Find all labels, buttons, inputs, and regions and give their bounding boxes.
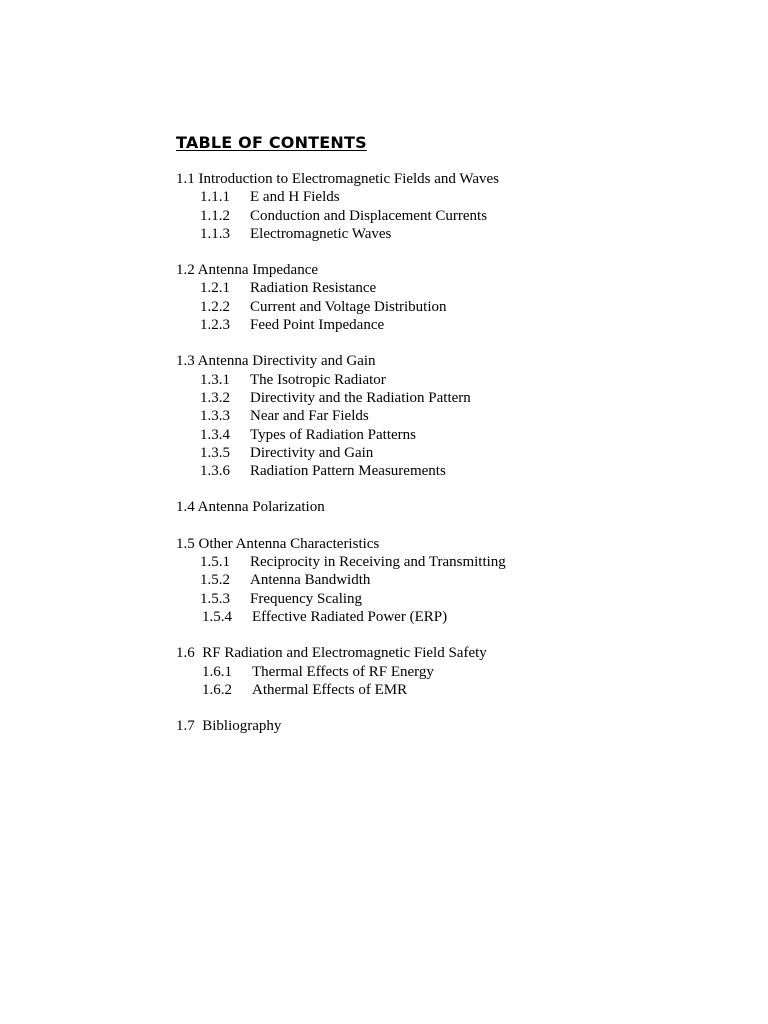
toc-entry: [176, 407, 736, 425]
toc-section-1-1: [176, 170, 736, 243]
toc-entry-text: Frequency Scaling: [250, 590, 363, 607]
toc-section-1-5: [176, 535, 736, 626]
toc-entry: [176, 279, 736, 297]
toc-section-1-3: [176, 352, 736, 480]
toc-entry: [176, 571, 736, 589]
toc-heading: 1.2 Antenna Impedance: [176, 262, 319, 279]
toc-entry: [176, 225, 736, 243]
toc-entry: [176, 681, 736, 699]
toc-title: TABLE OF CONTENTS: [176, 133, 367, 152]
toc-entry-text: Radiation Resistance: [250, 280, 377, 297]
toc-entry-text: Radiation Pattern Measurements: [250, 463, 446, 480]
toc-entry-number: 1.3.1: [200, 371, 230, 388]
toc-entry-text: Directivity and Gain: [250, 444, 374, 461]
toc-entry: [176, 298, 736, 316]
toc-entry-text: Near and Far Fields: [250, 408, 369, 425]
toc-entry-text: Conduction and Displacement Currents: [250, 207, 488, 224]
toc-heading: 1.3 Antenna Directivity and Gain: [176, 353, 376, 370]
toc-entry: [176, 389, 736, 407]
document-page: [176, 132, 736, 753]
toc-heading: 1.1 Introduction to Electromagnetic Fields and Waves: [176, 171, 500, 187]
toc-entry-number: 1.3.2: [200, 389, 230, 406]
toc-entry-number: 1.1.3: [200, 225, 230, 242]
toc-entry-number: 1.6.2: [202, 681, 232, 698]
toc-entry: [176, 590, 736, 608]
toc-entry-text: Thermal Effects of RF Energy: [252, 663, 434, 680]
toc-section-1-4: [176, 498, 736, 516]
toc-heading: 1.4 Antenna Polarization: [176, 499, 325, 516]
toc-entry: [176, 316, 736, 334]
toc-entry-number: 1.5.4: [202, 608, 232, 625]
toc-entry: [176, 207, 736, 225]
toc-entry-number: 1.2.3: [200, 317, 230, 334]
toc-heading: 1.6 RF Radiation and Electromagnetic Field Safety: [176, 645, 487, 662]
toc-heading: 1.7 Bibliography: [176, 718, 282, 735]
toc-entry-text: The Isotropic Radiator: [250, 371, 386, 388]
toc-entry-text: Reciprocity in Receiving and Transmitting: [250, 554, 506, 571]
toc-entry: [176, 553, 736, 571]
toc-entry-number: 1.5.1: [200, 554, 230, 571]
toc-entry: [176, 462, 736, 480]
toc-entry-text: E and H Fields: [250, 189, 340, 206]
toc-entry-text: Electromagnetic Waves: [250, 225, 392, 242]
toc-entry-number: 1.1.1: [200, 189, 230, 206]
toc-entry-text: Current and Voltage Distribution: [250, 298, 447, 315]
toc-entry-number: 1.3.6: [200, 463, 230, 480]
toc-entry-text: Effective Radiated Power (ERP): [252, 608, 448, 625]
toc-entry-number: 1.1.2: [200, 207, 230, 224]
toc-entry-number: 1.3.3: [200, 408, 230, 425]
toc-entry: [176, 663, 736, 681]
toc-entry-text: Directivity and the Radiation Pattern: [250, 389, 471, 406]
toc-entry: [176, 426, 736, 444]
toc-entry-number: 1.5.2: [200, 572, 230, 589]
toc-entry-text: Feed Point Impedance: [250, 317, 385, 334]
toc-entry-number: 1.3.5: [200, 444, 230, 461]
toc-entry: [176, 444, 736, 462]
toc-entry-text: Athermal Effects of EMR: [252, 681, 408, 698]
toc-heading: 1.5 Other Antenna Characteristics: [176, 535, 380, 552]
toc-section-1-6: [176, 644, 736, 699]
toc-entry: [176, 188, 736, 206]
toc-entry-number: 1.5.3: [200, 590, 230, 607]
toc-entry: [176, 371, 736, 389]
toc-section-1-2: [176, 261, 736, 334]
toc-entry-number: 1.2.2: [200, 298, 230, 315]
toc-section-1-7: [176, 717, 736, 735]
toc-entry-text: Types of Radiation Patterns: [250, 426, 417, 443]
toc-entry: [176, 608, 736, 626]
toc-entry-number: 1.2.1: [200, 280, 230, 297]
toc-entry-text: Antenna Bandwidth: [250, 572, 371, 589]
toc-entry-number: 1.3.4: [200, 426, 230, 443]
toc-entry-number: 1.6.1: [202, 663, 232, 680]
